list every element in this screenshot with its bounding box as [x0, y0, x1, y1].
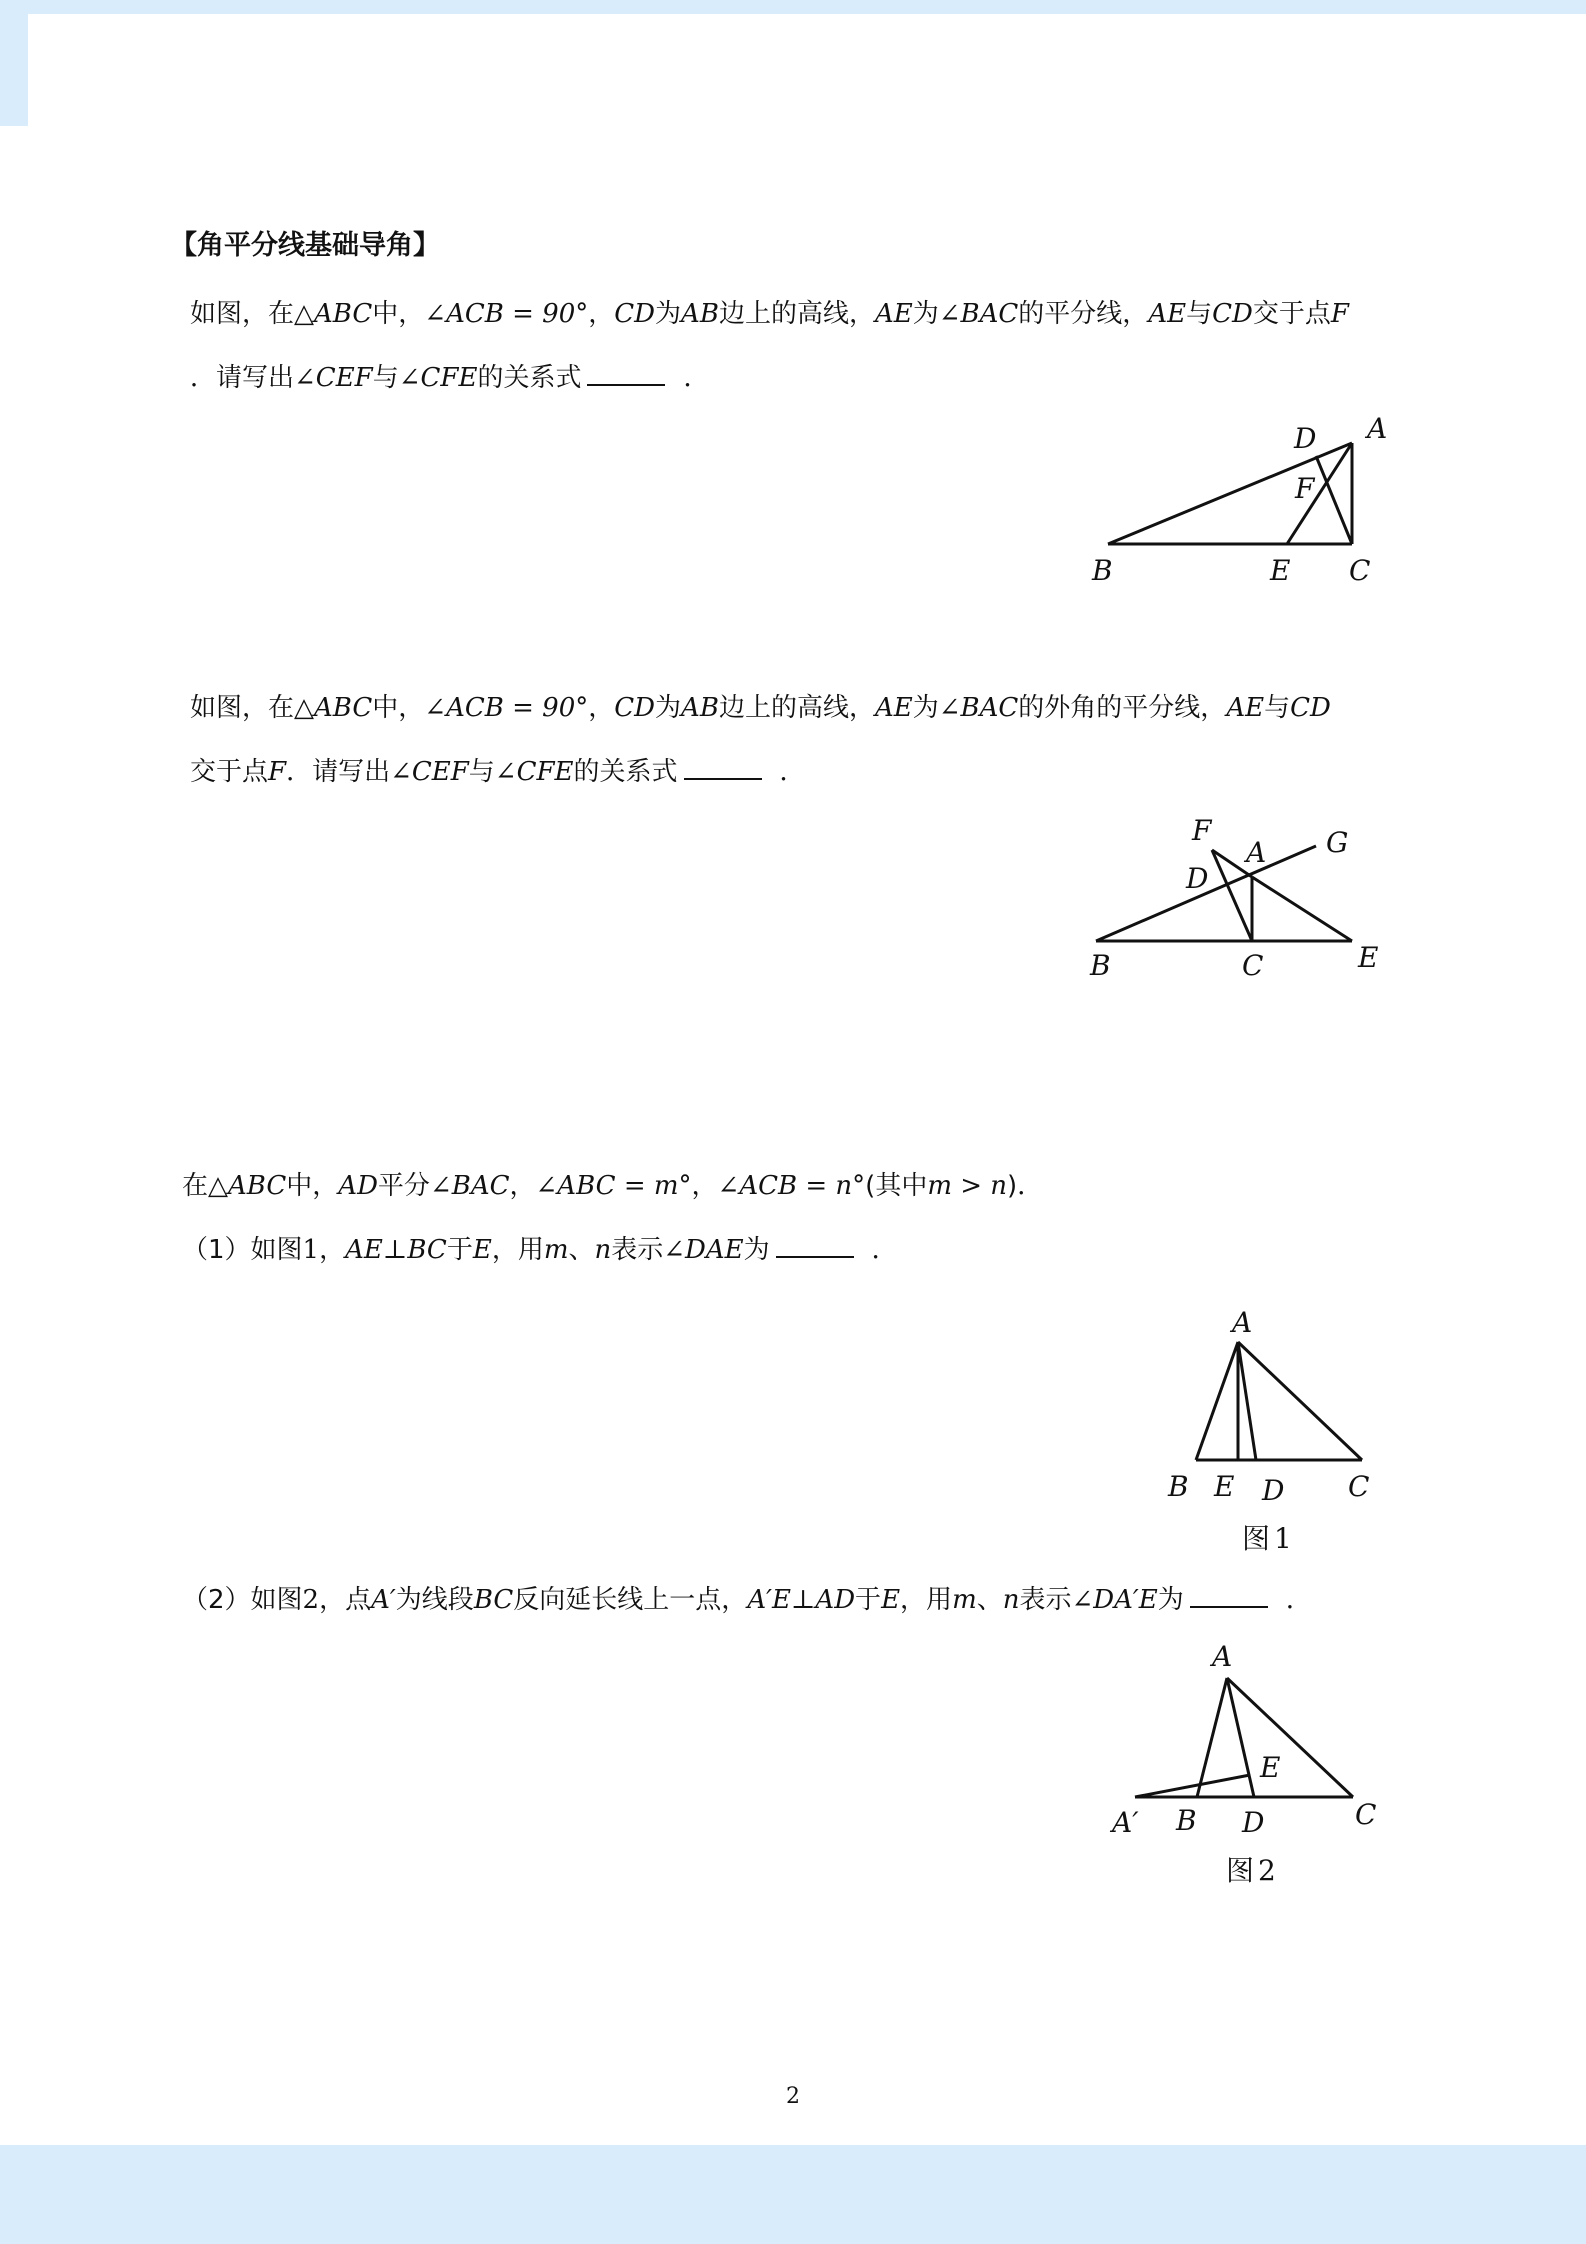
- q1-label-c: C: [1349, 554, 1371, 587]
- q1-figure: [1080, 400, 1400, 600]
- section-title: 【角平分线基础导角】: [170, 230, 440, 261]
- top-band: [0, 0, 1586, 14]
- q3-figure-2: [1100, 1630, 1420, 1890]
- q2-label-c: C: [1242, 949, 1264, 982]
- q2-line1: 如图，在△ABC中，∠ACB = 90°，CD为AB边上的高线，AE为∠BAC的外角的平分线，AE与CD: [190, 693, 1331, 723]
- q3f1-caption: 图: [1242, 1522, 1271, 1555]
- q3f2-label-b: B: [1176, 1804, 1197, 1837]
- q1-label-a: A: [1367, 412, 1388, 445]
- page-number: 2: [786, 2084, 800, 2109]
- q1-answer-blank[interactable]: [587, 362, 665, 386]
- q1-label-e: E: [1270, 554, 1291, 587]
- q3f2-caption-num: 2: [1258, 1854, 1276, 1887]
- q2-label-b: B: [1090, 949, 1111, 982]
- q3f2-label-e: E: [1260, 1751, 1281, 1784]
- q2-label-d: D: [1186, 862, 1209, 895]
- q3-part2: （2）如图2，点A′为线段BC反向延长线上一点，A′E⊥AD于E，用m、n表示∠DA′E为 ．: [182, 1585, 1312, 1615]
- q3f1-label-c: C: [1348, 1470, 1370, 1503]
- q3f2-label-d: D: [1242, 1806, 1265, 1839]
- q3f2-label-c: C: [1355, 1798, 1377, 1831]
- q3-intro: 在△ABC中，AD平分∠BAC，∠ABC = m°，∠ACB = n°(其中m > n)．: [182, 1171, 1044, 1201]
- q3f1-label-b: B: [1168, 1470, 1189, 1503]
- q3-figure-1: [1150, 1300, 1400, 1560]
- q1-label-b: B: [1092, 554, 1113, 587]
- q2-answer-blank[interactable]: [684, 756, 762, 780]
- q2-label-g: G: [1326, 826, 1349, 859]
- q2-label-a: A: [1246, 836, 1267, 869]
- q3f1-label-a: A: [1232, 1306, 1253, 1339]
- q1-line2: ．请写出∠CEF与∠CFE的关系式 ．: [190, 363, 710, 393]
- q3f2-label-a: A: [1212, 1640, 1233, 1673]
- q3-part2-answer-blank[interactable]: [1190, 1584, 1268, 1608]
- q3f2-label-a-prime: A′: [1112, 1806, 1139, 1839]
- q2-label-e: E: [1358, 941, 1379, 974]
- q1-label-d: D: [1294, 422, 1317, 455]
- q1-label-f: F: [1295, 472, 1315, 505]
- q2-line2: 交于点F．请写出∠CEF与∠CFE的关系式 ．: [190, 757, 806, 787]
- q3f1-label-d: D: [1262, 1474, 1285, 1507]
- q1-line1: 如图，在△ABC中，∠ACB = 90°，CD为AB边上的高线，AE为∠BAC的平分线，AE与CD交于点F: [190, 299, 1349, 329]
- q2-label-f: F: [1192, 814, 1212, 847]
- q2-figure: [1080, 800, 1410, 990]
- q3f1-caption-num: 1: [1274, 1522, 1292, 1555]
- q3-part1: （1）如图1，AE⊥BC于E，用m、n表示∠DAE为 ．: [182, 1235, 898, 1265]
- bottom-band: [0, 2145, 1586, 2244]
- q3f1-label-e: E: [1214, 1470, 1235, 1503]
- q3f2-caption: 图: [1226, 1854, 1255, 1887]
- q3-part1-answer-blank[interactable]: [776, 1234, 854, 1258]
- left-band: [0, 0, 28, 126]
